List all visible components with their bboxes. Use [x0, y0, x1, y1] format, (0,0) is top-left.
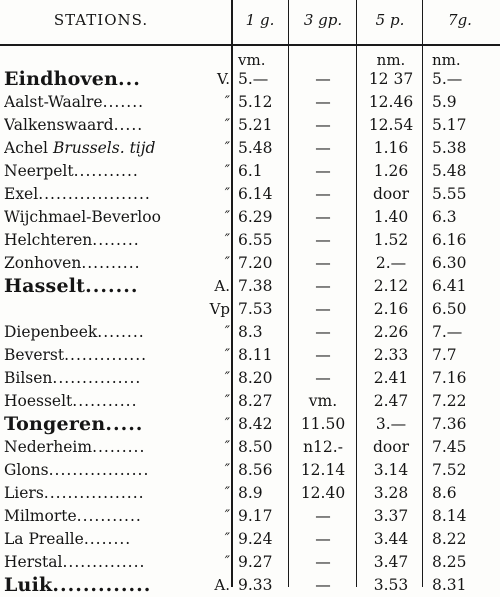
- time-c1: 8.11: [238, 346, 273, 364]
- station-name-text: Luik: [4, 574, 53, 596]
- time-c3: 1.40: [373, 208, 409, 226]
- time-c3: 1.16: [373, 139, 409, 157]
- leader-dots: ........: [97, 323, 145, 341]
- time-c1: 6.55: [238, 231, 273, 249]
- leader-dots: ..........: [81, 254, 141, 272]
- time-c1: 9.27: [238, 553, 273, 571]
- station-mark: ″: [224, 209, 230, 225]
- station-mark: ″: [224, 531, 230, 547]
- table-row: [0, 413, 500, 436]
- time-c3: 1.52: [373, 231, 409, 249]
- time-c3: 12 37: [368, 70, 414, 88]
- table-row: [0, 505, 500, 528]
- table-row: [0, 574, 500, 597]
- time-c2: —: [315, 139, 331, 157]
- station-mark: ″: [224, 347, 230, 363]
- time-c1: 9.33: [238, 576, 273, 594]
- station-mark: ″: [224, 94, 230, 110]
- leader-dots: ........: [83, 530, 132, 548]
- time-c1: 9.17: [238, 507, 273, 525]
- table-row: [0, 482, 500, 505]
- leader-dots: .......: [102, 93, 145, 111]
- leader-dots: .....: [113, 116, 144, 134]
- table-row: [0, 551, 500, 574]
- time-c2: —: [315, 300, 331, 318]
- table-row: [0, 229, 500, 252]
- header-train-1: 1 g.: [245, 11, 275, 29]
- time-c4: 5.38: [432, 139, 467, 157]
- station-mark: Vp: [209, 300, 230, 318]
- station-mark: ″: [224, 485, 230, 501]
- time-c3: 3.44: [373, 530, 409, 548]
- station-mark: V.: [217, 70, 230, 88]
- time-c4: 6.41: [432, 277, 467, 295]
- station-note: Brussels. tijd: [52, 139, 156, 157]
- table-row: [0, 298, 500, 321]
- station-name-text: Nederheim: [4, 438, 93, 456]
- time-c2: —: [315, 576, 331, 594]
- time-c3: 2.41: [373, 369, 409, 387]
- time-c2: —: [315, 507, 331, 525]
- table-row: [0, 459, 500, 482]
- station-name-text: Liers: [4, 484, 44, 502]
- time-c2: —: [315, 70, 331, 88]
- time-c1: 7.20: [238, 254, 273, 272]
- station-name-text: Aalst-Waalre: [4, 93, 103, 111]
- table-row: [0, 528, 500, 551]
- time-c4: 7.36: [432, 415, 467, 433]
- station-name-text: Hoesselt: [4, 392, 73, 410]
- leader-dots: ...........: [76, 507, 142, 525]
- time-c4: 7.22: [432, 392, 467, 410]
- leader-dots: ...................: [38, 185, 151, 203]
- table-row: [0, 68, 500, 91]
- time-c4: 5.9: [432, 93, 457, 111]
- table-row: [0, 252, 500, 275]
- header-train-3: 3 gp.: [303, 11, 343, 29]
- time-c3: 12.46: [368, 93, 414, 111]
- time-c2: —: [315, 254, 331, 272]
- time-c4: 6.50: [432, 300, 467, 318]
- time-c1: 8.27: [238, 392, 273, 410]
- time-c3: 3.53: [373, 576, 409, 594]
- table-row: [0, 137, 500, 160]
- time-c2: 12.40: [300, 484, 346, 502]
- table-row: [0, 390, 500, 413]
- time-c3: 3.37: [373, 507, 409, 525]
- station-name-text: Glons: [4, 461, 49, 479]
- station-mark: ″: [224, 416, 230, 432]
- station-mark: ″: [224, 232, 230, 248]
- time-c4: 5.17: [432, 116, 467, 134]
- time-c3: 2.33: [373, 346, 409, 364]
- station-mark: ″: [224, 163, 230, 179]
- header-train-7: 7g.: [448, 11, 472, 29]
- table-row: [0, 436, 500, 459]
- leader-dots: ...........: [73, 162, 139, 180]
- time-c2: —: [315, 162, 331, 180]
- leader-dots: .....: [105, 413, 144, 435]
- table-row: [0, 367, 500, 390]
- period-col1: vm.: [238, 51, 266, 69]
- station-name-text: Bilsen: [4, 369, 53, 387]
- station-name-text: Tongeren: [4, 413, 106, 435]
- time-c3: 1.26: [373, 162, 409, 180]
- table-row: [0, 321, 500, 344]
- station-name-text: Exel: [4, 185, 39, 203]
- time-c1: 8.9: [238, 484, 263, 502]
- time-c1: 5.12: [238, 93, 273, 111]
- leader-dots: ..............: [64, 346, 148, 364]
- station-name-text: Diepenbeek: [4, 323, 98, 341]
- station-name-text: Achel: [4, 139, 48, 157]
- time-c4: 8.25: [432, 553, 467, 571]
- time-c3: 12.54: [368, 116, 414, 134]
- leader-dots: .............: [52, 574, 152, 596]
- time-c4: 6.30: [432, 254, 467, 272]
- station-name-text: Beverst: [4, 346, 65, 364]
- time-c4: 6.3: [432, 208, 457, 226]
- time-c4: 5.—: [432, 70, 463, 88]
- time-c3: 3.14: [373, 461, 409, 479]
- station-mark: ″: [224, 117, 230, 133]
- station-name-text: Helchteren: [4, 231, 93, 249]
- period-col4: nm.: [432, 51, 461, 69]
- station-name-text: Zonhoven: [4, 254, 82, 272]
- time-c2: —: [315, 208, 331, 226]
- time-c3: 2.26: [373, 323, 409, 341]
- station-mark: ″: [224, 393, 230, 409]
- time-c4: 5.48: [432, 162, 467, 180]
- time-c1: 8.3: [238, 323, 263, 341]
- time-c3: 3.28: [373, 484, 409, 502]
- time-c1: 7.53: [238, 300, 273, 318]
- time-c2: —: [315, 369, 331, 387]
- time-c3: door: [373, 185, 409, 203]
- time-c4: 8.31: [432, 576, 467, 594]
- time-c2: —: [315, 277, 331, 295]
- leader-dots: .................: [48, 461, 150, 479]
- leader-dots: ..............: [62, 553, 146, 571]
- period-row: [0, 50, 500, 70]
- time-c1: 6.1: [238, 162, 263, 180]
- time-c2: —: [315, 93, 331, 111]
- time-c1: 8.42: [238, 415, 273, 433]
- station-name-text: Neerpelt: [4, 162, 74, 180]
- time-c4: 7.52: [432, 461, 467, 479]
- time-c4: 6.16: [432, 231, 467, 249]
- time-c3: 3.47: [373, 553, 409, 571]
- station-name-text: Eindhoven: [4, 68, 119, 90]
- time-c4: 8.22: [432, 530, 467, 548]
- time-c1: 5.—: [238, 70, 269, 88]
- station-mark: ″: [224, 508, 230, 524]
- time-c2: —: [315, 323, 331, 341]
- station-mark: ″: [224, 255, 230, 271]
- time-c3: 2.—: [375, 254, 407, 272]
- time-c3: 2.12: [373, 277, 409, 295]
- time-c2: vm.: [308, 392, 338, 410]
- leader-dots: .......: [85, 275, 139, 297]
- time-c4: 8.14: [432, 507, 467, 525]
- table-row: [0, 344, 500, 367]
- station-name-text: Milmorte: [4, 507, 77, 525]
- time-c2: —: [315, 346, 331, 364]
- time-c2: 11.50: [300, 415, 346, 433]
- time-c1: 5.21: [238, 116, 273, 134]
- header-stations: STATIONS.: [53, 11, 149, 29]
- time-c1: 7.38: [238, 277, 273, 295]
- time-c1: 6.14: [238, 185, 273, 203]
- station-mark: ″: [224, 186, 230, 202]
- time-c1: 9.24: [238, 530, 273, 548]
- time-c4: 8.6: [432, 484, 457, 502]
- time-c4: 7.45: [432, 438, 467, 456]
- time-c4: 7.7: [432, 346, 457, 364]
- time-c1: 8.20: [238, 369, 273, 387]
- time-c4: 7.—: [432, 323, 463, 341]
- station-mark: ″: [224, 439, 230, 455]
- station-name-text: Wijchmael-Beverloo: [4, 208, 161, 226]
- time-c3: 2.47: [373, 392, 409, 410]
- time-c3: door: [373, 438, 409, 456]
- time-c2: n12.-: [303, 438, 343, 456]
- time-c1: 8.56: [238, 461, 273, 479]
- period-col3: nm.: [376, 51, 406, 69]
- station-name-text: Hasselt: [4, 275, 86, 297]
- station-mark: ″: [224, 324, 230, 340]
- leader-dots: .........: [92, 438, 146, 456]
- time-c4: 5.55: [432, 185, 467, 203]
- time-c2: —: [315, 530, 331, 548]
- station-mark: ″: [224, 462, 230, 478]
- station-mark: ″: [224, 554, 230, 570]
- station-name-text: La Prealle: [4, 530, 84, 548]
- leader-dots: ...........: [72, 392, 138, 410]
- time-c2: —: [315, 553, 331, 571]
- station-mark: ″: [224, 370, 230, 386]
- time-c2: 12.14: [300, 461, 346, 479]
- station-name-text: Herstal: [4, 553, 63, 571]
- leader-dots: .................: [43, 484, 145, 502]
- table-row: [0, 91, 500, 114]
- station-mark: A.: [214, 277, 230, 295]
- header-train-5: 5 p.: [375, 11, 405, 29]
- table-row: [0, 206, 500, 229]
- time-c3: 3.—: [375, 415, 407, 433]
- leader-dots: ...: [118, 68, 141, 90]
- table-row: [0, 114, 500, 137]
- leader-dots: ...............: [52, 369, 142, 387]
- time-c3: 2.16: [373, 300, 409, 318]
- station-mark: A.: [214, 576, 230, 594]
- time-c1: 5.48: [238, 139, 273, 157]
- table-row: [0, 183, 500, 206]
- station-mark: ″: [224, 140, 230, 156]
- time-c2: —: [315, 116, 331, 134]
- table-row: [0, 275, 500, 298]
- time-c1: 6.29: [238, 208, 273, 226]
- leader-dots: ........: [92, 231, 140, 249]
- time-c2: —: [315, 185, 331, 203]
- header-rule: [0, 44, 500, 46]
- time-c2: —: [315, 231, 331, 249]
- station-name-text: Valkenswaard: [4, 116, 114, 134]
- table-row: [0, 160, 500, 183]
- time-c4: 7.16: [432, 369, 467, 387]
- time-c1: 8.50: [238, 438, 273, 456]
